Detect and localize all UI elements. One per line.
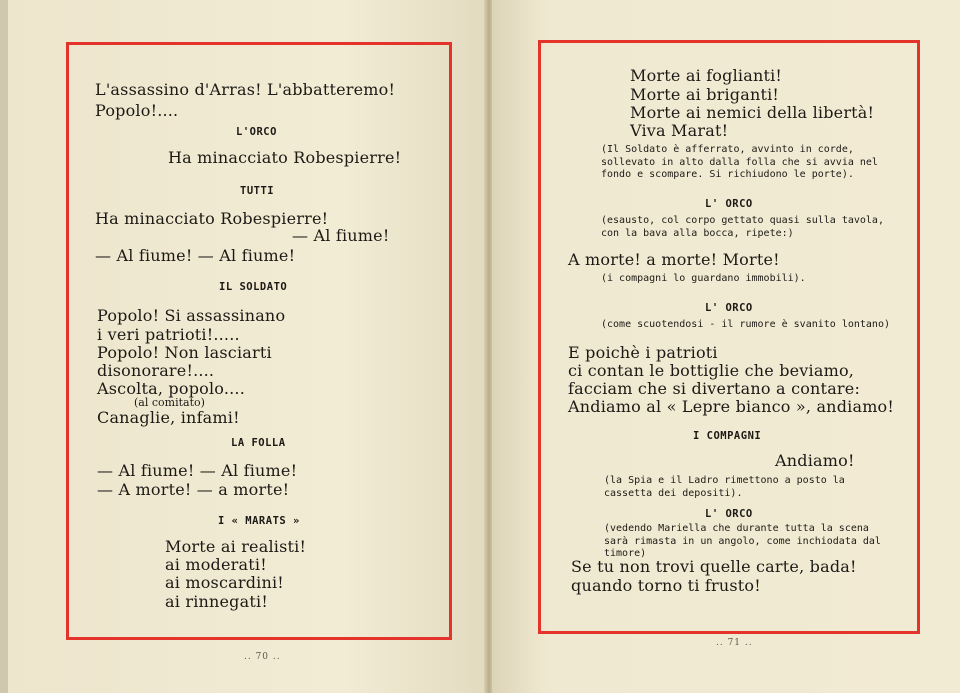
verse-line: — Al fiume!: [292, 226, 390, 245]
verse-line: ci contan le bottiglie che beviamo,: [568, 361, 855, 380]
verse-line: L'assassino d'Arras! L'abbatteremo!: [95, 80, 396, 99]
verse-line: ai rinnegati!: [165, 592, 268, 611]
verse-line: ai moscardini!: [165, 573, 284, 592]
verse-line: facciam che si divertano a contare:: [568, 379, 861, 398]
verse-line: Ascolta, popolo....: [97, 379, 245, 398]
speaker-name: L' ORCO: [705, 508, 753, 520]
speaker-name: TUTTI: [240, 185, 275, 197]
verse-line: A morte! a morte! Morte!: [568, 250, 780, 269]
verse-line: Morte ai briganti!: [630, 85, 780, 104]
verse-line: Popolo! Non lasciarti: [97, 343, 272, 362]
verse-line: Andiamo al « Lepre bianco », andiamo!: [568, 397, 895, 416]
verse-line: Ha minacciato Robespierre!: [95, 209, 329, 228]
verse-line: Canaglie, infami!: [97, 408, 240, 427]
verse-line: Popolo!....: [95, 101, 179, 120]
verse-line: — Al fiume! — Al fiume!: [97, 461, 298, 480]
speaker-name: IL SOLDATO: [219, 281, 288, 293]
speaker-name: I COMPAGNI: [693, 430, 762, 442]
verse-line: Popolo! Si assassinano: [97, 306, 286, 325]
page-number: .. 71 ..: [716, 638, 753, 648]
stage-direction: (la Spia e il Ladro rimettono a posto la cassetta dei depositi).: [604, 475, 845, 499]
verse-line: Ha minacciato Robespierre!: [168, 148, 402, 167]
verse-line: Andiamo!: [775, 451, 855, 470]
verse-line: Se tu non trovi quelle carte, bada!: [571, 557, 857, 576]
stage-direction: (vedendo Mariella che durante tutta la scena sarà rimasta in un angolo, come inchiodata dal timore): [604, 523, 881, 559]
speaker-name: LA FOLLA: [231, 437, 286, 449]
verse-line: Morte ai realisti!: [165, 537, 307, 556]
verse-line: Morte ai foglianti!: [630, 66, 783, 85]
speaker-name: I « MARATS »: [218, 515, 300, 527]
stage-direction: (esausto, col corpo gettato quasi sulla tavola, con la bava alla bocca, ripete:): [601, 215, 884, 239]
speaker-name: L'ORCO: [236, 126, 277, 138]
verse-line: Viva Marat!: [630, 121, 729, 140]
verse-line: — A morte! — a morte!: [97, 480, 290, 499]
stage-aside: (al comitato): [134, 396, 205, 409]
stage-direction: (i compagni lo guardano immobili).: [601, 273, 806, 284]
verse-line: E poichè i patrioti: [568, 343, 718, 362]
page-number: .. 70 ..: [244, 652, 281, 662]
verse-line: disonorare!....: [97, 361, 215, 380]
verse-line: Morte ai nemici della libertà!: [630, 103, 875, 122]
verse-line: ai moderati!: [165, 555, 267, 574]
verse-line: i veri patrioti!.....: [97, 325, 240, 344]
stage-direction: (Il Soldato è afferrato, avvinto in corde, sollevato in alto dalla folla che si avvia nel fondo e scompare. Si richiudono le porte).: [601, 144, 878, 180]
speaker-name: L' ORCO: [705, 198, 753, 210]
stage-direction: (come scuotendosi - il rumore è svanito lontano): [601, 319, 890, 330]
speaker-name: L' ORCO: [705, 302, 753, 314]
left-edge-strip: [0, 0, 8, 693]
verse-line: — Al fiume! — Al fiume!: [95, 246, 296, 265]
verse-line: quando torno ti frusto!: [571, 576, 761, 595]
